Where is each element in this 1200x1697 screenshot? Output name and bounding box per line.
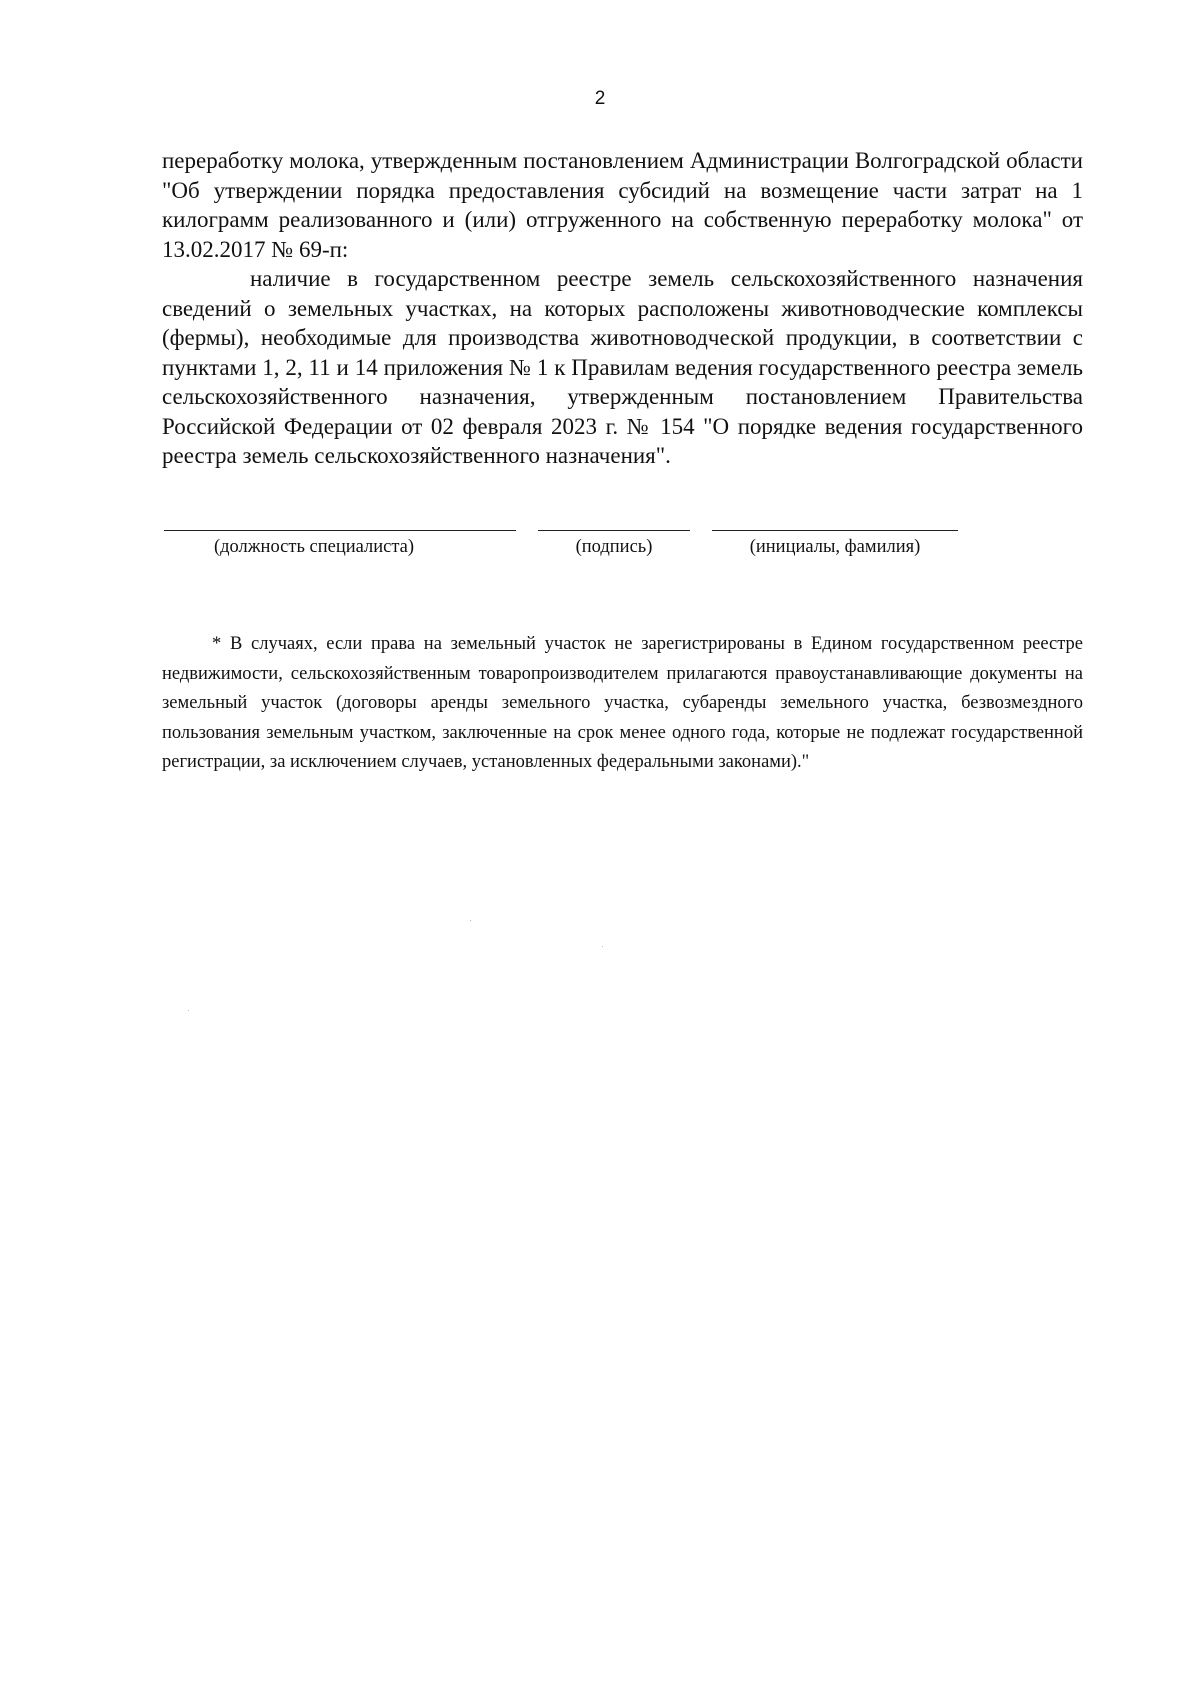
scan-speck: [602, 946, 603, 947]
footnote: [162, 630, 1083, 778]
name-label: (инициалы, фамилия): [749, 537, 921, 557]
scan-speck: [188, 1010, 189, 1011]
name-line: [712, 530, 958, 531]
signature-label: (подпись): [575, 537, 653, 557]
footnote-text: * В случаях, если права на земельный участок не зарегистрированы в Едином государственном реестре недвижимости, сельскохозяйственным товаропроизводителем прилагаются правоустанавливающие документы на земельный участок (договоры аренды земельного участка, субаренды земельного участка, безвозмездного пользования земельным участком, заключенные на срок менее одного года, которые не подлежат государственной регистрации, за исключением случаев, установленных федеральными законами).": [162, 634, 1083, 772]
paragraph-continuation: переработку молока, утвержденным постановлением Администрации Волгоградской области "Об утверждении порядка предоставления субсидий на возмещение части затрат на 1 килограмм реализованного и (или) отгруженного на собственную переработку молока" от 13.02.2017 № 69-п:: [162, 148, 1083, 262]
paragraph-registry-requirement: наличие в государственном реестре земель сельскохозяйственного назначения сведений о земельных участках, на которых расположены животноводческие комплексы (фермы), необходимые для производства животноводческой продукции, в соответствии с пунктами 1, 2, 11 и 14 приложения № 1 к Правилам ведения государственного реестра земель сельскохозяйственного назначения, утвержденным постановлением Правительства Российской Федерации от 02 февраля 2023 г. № 154 "О порядке ведения государственного реестра земель сельскохозяйственного назначения".: [162, 266, 1083, 468]
position-line: [164, 530, 516, 531]
signature-block: [0, 530, 1200, 570]
scan-speck: [470, 920, 471, 921]
page-number: 2: [594, 88, 606, 109]
signature-line: [538, 530, 690, 531]
position-label: (должность специалиста): [213, 537, 415, 557]
body-text: [162, 146, 1083, 471]
